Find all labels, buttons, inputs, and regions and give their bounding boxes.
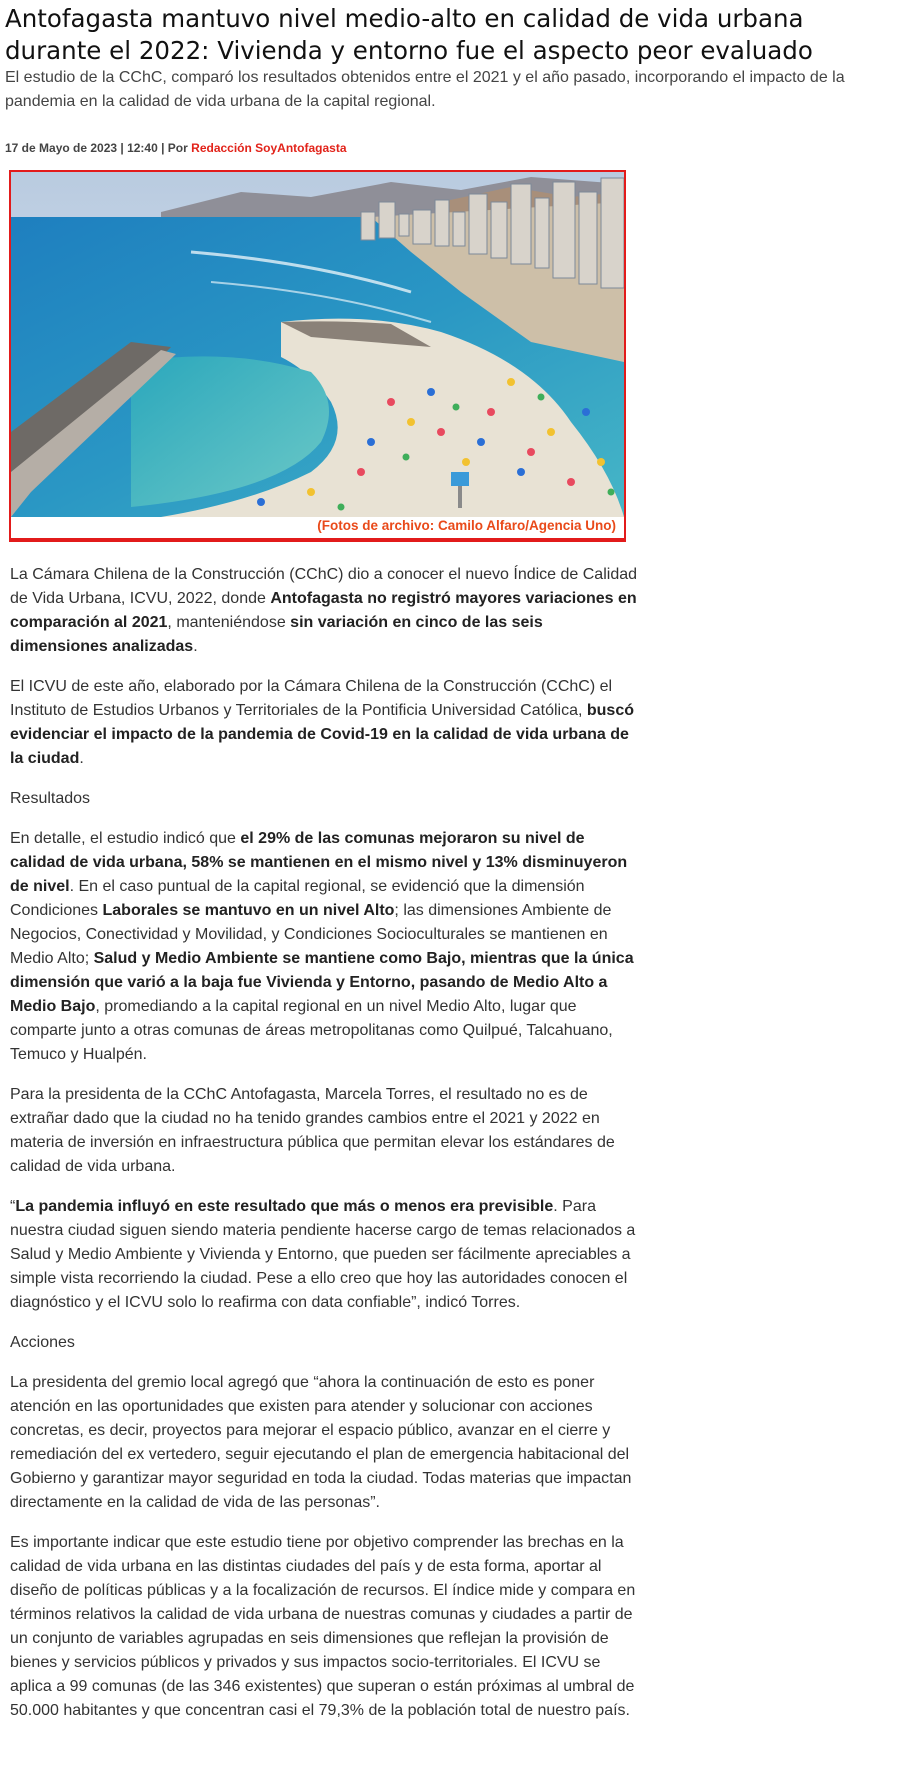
paragraph-quote: “La pandemia influyó en este resultado que más o menos era previsible. Para nuestra ciudad siguen siendo materia pendiente hacerse cargo de temas relacionados a Salud y Medio Ambiente y Vivienda y Entorno, que pueden ser fácilmente apreciables a simple vista recorriendo la ciudad. Pese a ello creo que hoy las autoridades conocen el diagnóstico y el ICVU solo lo reafirma con data confiable”, indicó Torres. [10,1198,636,1311]
photo-caption: (Fotos de archivo: Camilo Alfaro/Agencia Uno) [317,518,616,533]
section-heading-resultados: Resultados [10,790,91,807]
paragraph: El ICVU de este año, elaborado por la Cámara Chilena de la Construcción (CChC) el Instituto de Estudios Urbanos y Territoriales de la Pontificia Universidad Católica, buscó evidenciar el impacto de la pandemia de Covid-19 en la calidad de vida urbana de la ciudad. [10,678,634,767]
section-heading-acciones: Acciones [10,1334,75,1351]
paragraph: La presidenta del gremio local agregó que “ahora la continuación de esto es poner atención en las oportunidades que existen para atender y solucionar con acciones concretas, es decir, proyectos para mejorar el espacio público, avanzar en el cierre y remediación del ex vertedero, seguir ejecutando el plan de emergencia habitacional del Gobierno y garantizar mayor seguridad en toda la ciudad. Todas materias que impactan directamente en la calidad de vida de las personas”. [10,1374,632,1511]
article-lead: El estudio de la CChC, comparó los resultados obtenidos entre el 2021 y el año pasado, incorporando el impacto de la pandemia en la calidad de vida urbana de la capital regional. [5,69,845,110]
author-link[interactable]: Redacción SoyAntofagasta [191,141,347,155]
beach-photo-illustration [11,172,624,517]
paragraph: Es importante indicar que este estudio tiene por objetivo comprender las brechas en la calidad de vida urbana en las distintas ciudades del país y de esta forma, aportar al diseño de políticas públicas y a la focalización de recursos. El índice mide y compara en términos relativos la calidad de vida urbana de nuestras comunas y ciudades a partir de un conjunto de variables agrupadas en seis dimensiones que reflejan la provisión de bienes y servicios públicos y privados y sus impactos socio-territoriales. El ICVU se aplica a 99 comunas (de las 346 existentes) que superan o están próximas al umbral de 50.000 habitantes y que concentran casi el 79,3% de la población total de nuestro país. [10,1534,636,1719]
article-headline: Antofagasta mantuvo nivel medio-alto en calidad de vida urbana durante el 2022: Vivienda y entorno fue el aspecto peor evaluado [5,4,813,65]
paragraph: En detalle, el estudio indicó que el 29% de las comunas mejoraron su nivel de calidad de vida urbana, 58% se mantienen en el mismo nivel y 13% disminuyeron de nivel. En el caso puntual de la capital regional, se evidenció que la dimensión Condiciones Laborales se mantuvo en un nivel Alto; las dimensiones Ambiente de Negocios, Conectividad y Movilidad, y Condiciones Socioculturales se mantienen en Medio Alto; Salud y Medio Ambiente se mantiene como Bajo, mientras que la única dimensión que varió a la baja fue Vivienda y Entorno, pasando de Medio Alto a Medio Bajo, promediando a la capital regional en un nivel Medio Alto, lugar que comparte junto a otras comunas de áreas metropolitanas como Quilpué, Talcahuano, Temuco y Hualpén. [10,830,634,1063]
article-byline [5,141,347,155]
paragraph: La Cámara Chilena de la Construcción (CChC) dio a conocer el nuevo Índice de Calidad de Vida Urbana, ICVU, 2022, donde Antofagasta no registró mayores variaciones en comparación al 2021, manteniéndose sin variación en cinco de las seis dimensiones analizadas. [10,566,638,655]
publish-date: 17 de Mayo de 2023 | 12:40 | Por [5,141,188,155]
article-body [10,563,640,1739]
article-photo [9,170,626,542]
paragraph: Para la presidenta de la CChC Antofagasta, Marcela Torres, el resultado no es de extrañar dado que la ciudad no ha tenido grandes cambios entre el 2021 y 2022 en materia de inversión en infraestructura pública que permitan elevar los estándares de calidad de vida urbana. [10,1086,615,1175]
